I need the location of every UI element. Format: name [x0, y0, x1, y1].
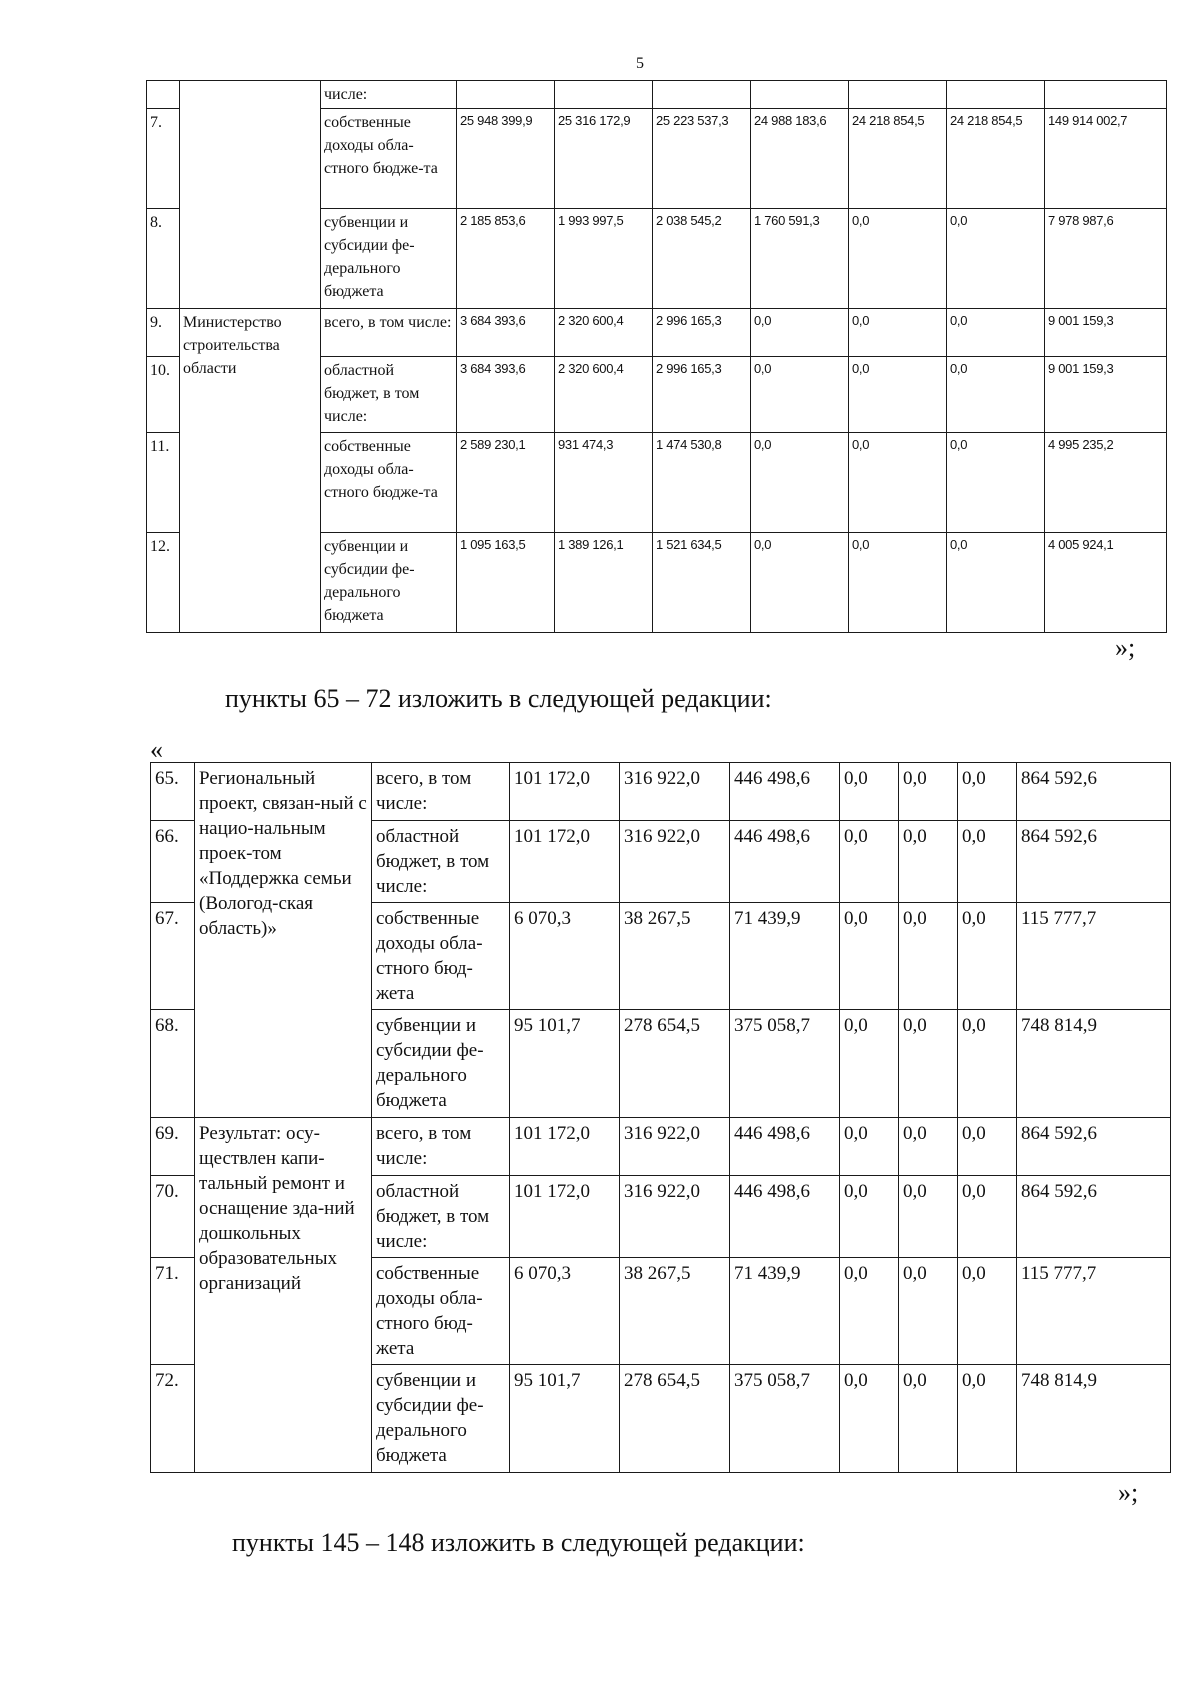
amendment-paragraph: пункты 65 – 72 изложить в следующей редакции:	[225, 684, 772, 713]
value-cell: 316 922,0	[620, 1176, 730, 1258]
value-cell: 0,0	[849, 209, 947, 309]
value-cell: 1 521 634,5	[653, 533, 751, 633]
value-cell: 864 592,6	[1017, 1118, 1171, 1176]
value-cell: 7 978 987,6	[1045, 209, 1167, 309]
value-cell: 95 101,7	[510, 1010, 620, 1118]
value-cell: 0,0	[899, 821, 958, 903]
value-cell: 0,0	[958, 763, 1017, 821]
value-cell: 375 058,7	[730, 1365, 840, 1473]
value-cell	[555, 81, 653, 109]
value-cell: 115 777,7	[1017, 1258, 1171, 1365]
closing-quote: »;	[1118, 1478, 1139, 1507]
value-cell: 0,0	[840, 763, 899, 821]
value-cell: 6 070,3	[510, 903, 620, 1010]
row-number: 65.	[151, 763, 195, 821]
value-cell: 0,0	[899, 1176, 958, 1258]
value-cell: 0,0	[849, 433, 947, 533]
value-cell: 4 005 924,1	[1045, 533, 1167, 633]
value-cell: 2 038 545,2	[653, 209, 751, 309]
value-cell: 0,0	[958, 821, 1017, 903]
value-cell: 1 760 591,3	[751, 209, 849, 309]
value-cell: 9 001 159,3	[1045, 309, 1167, 357]
value-cell: 0,0	[947, 433, 1045, 533]
row-number: 70.	[151, 1176, 195, 1258]
value-cell: 0,0	[840, 821, 899, 903]
value-cell	[751, 81, 849, 109]
value-cell	[457, 81, 555, 109]
value-cell: 95 101,7	[510, 1365, 620, 1473]
value-cell: 0,0	[899, 1010, 958, 1118]
value-cell: 25 948 399,9	[457, 109, 555, 209]
value-cell: 0,0	[751, 357, 849, 433]
row-number: 69.	[151, 1118, 195, 1176]
value-cell: 0,0	[899, 1258, 958, 1365]
value-cell: 0,0	[899, 763, 958, 821]
funding-source-cell: областной бюджет, в том числе:	[372, 821, 510, 903]
value-cell: 0,0	[947, 533, 1045, 633]
value-cell: 375 058,7	[730, 1010, 840, 1118]
value-cell: 101 172,0	[510, 1176, 620, 1258]
funding-source-cell: собственные доходы обла-стного бюдже-та	[321, 109, 457, 209]
value-cell: 25 316 172,9	[555, 109, 653, 209]
organization-cell	[180, 81, 321, 309]
value-cell	[849, 81, 947, 109]
closing-quote: »;	[1115, 633, 1136, 662]
value-cell: 316 922,0	[620, 763, 730, 821]
value-cell: 748 814,9	[1017, 1365, 1171, 1473]
value-cell: 316 922,0	[620, 1118, 730, 1176]
value-cell: 1 095 163,5	[457, 533, 555, 633]
value-cell: 2 320 600,4	[555, 309, 653, 357]
value-cell: 864 592,6	[1017, 763, 1171, 821]
value-cell: 71 439,9	[730, 903, 840, 1010]
row-number: 10.	[147, 357, 180, 433]
page-number: 5	[636, 55, 644, 72]
value-cell: 0,0	[958, 903, 1017, 1010]
row-number: 11.	[147, 433, 180, 533]
value-cell: 0,0	[849, 357, 947, 433]
value-cell: 6 070,3	[510, 1258, 620, 1365]
value-cell: 24 988 183,6	[751, 109, 849, 209]
value-cell: 2 185 853,6	[457, 209, 555, 309]
organization-cell: Министерство строительства области	[180, 309, 321, 633]
value-cell: 278 654,5	[620, 1010, 730, 1118]
funding-source-cell: субвенции и субсидии фе-дерального бюджета	[321, 209, 457, 309]
value-cell: 0,0	[751, 433, 849, 533]
row-number: 71.	[151, 1258, 195, 1365]
value-cell: 101 172,0	[510, 1118, 620, 1176]
amendment-paragraph: пункты 145 – 148 изложить в следующей редакции:	[232, 1528, 805, 1557]
value-cell: 278 654,5	[620, 1365, 730, 1473]
value-cell	[947, 81, 1045, 109]
funding-source-cell: субвенции и субсидии фе-дерального бюджета	[372, 1365, 510, 1473]
table-row	[151, 763, 1171, 821]
value-cell: 38 267,5	[620, 903, 730, 1010]
value-cell: 24 218 854,5	[849, 109, 947, 209]
value-cell: 864 592,6	[1017, 821, 1171, 903]
funding-source-cell: всего, в том числе:	[372, 763, 510, 821]
value-cell: 0,0	[899, 903, 958, 1010]
value-cell: 864 592,6	[1017, 1176, 1171, 1258]
value-cell: 446 498,6	[730, 1176, 840, 1258]
funding-source-cell: числе:	[321, 81, 457, 109]
funding-source-cell: субвенции и субсидии фе-дерального бюджета	[372, 1010, 510, 1118]
value-cell: 446 498,6	[730, 821, 840, 903]
table-row	[147, 81, 1167, 109]
value-cell: 0,0	[947, 309, 1045, 357]
funding-source-cell: всего, в том числе:	[372, 1118, 510, 1176]
value-cell: 0,0	[840, 1365, 899, 1473]
value-cell: 24 218 854,5	[947, 109, 1045, 209]
value-cell: 115 777,7	[1017, 903, 1171, 1010]
value-cell: 0,0	[840, 903, 899, 1010]
value-cell: 25 223 537,3	[653, 109, 751, 209]
value-cell: 9 001 159,3	[1045, 357, 1167, 433]
value-cell: 0,0	[947, 357, 1045, 433]
funding-source-cell: всего, в том числе:	[321, 309, 457, 357]
value-cell: 748 814,9	[1017, 1010, 1171, 1118]
value-cell: 2 996 165,3	[653, 357, 751, 433]
value-cell: 0,0	[751, 533, 849, 633]
row-number: 9.	[147, 309, 180, 357]
value-cell: 3 684 393,6	[457, 357, 555, 433]
row-number	[147, 81, 180, 109]
value-cell: 0,0	[751, 309, 849, 357]
table-row	[151, 1118, 1171, 1176]
value-cell: 101 172,0	[510, 821, 620, 903]
funding-source-cell: собственные доходы обла-стного бюд-жета	[372, 1258, 510, 1365]
value-cell: 446 498,6	[730, 763, 840, 821]
value-cell: 446 498,6	[730, 1118, 840, 1176]
funding-source-cell: областной бюджет, в том числе:	[321, 357, 457, 433]
value-cell: 149 914 002,7	[1045, 109, 1167, 209]
value-cell: 2 589 230,1	[457, 433, 555, 533]
row-number: 66.	[151, 821, 195, 903]
funding-source-cell: областной бюджет, в том числе:	[372, 1176, 510, 1258]
value-cell: 71 439,9	[730, 1258, 840, 1365]
value-cell: 38 267,5	[620, 1258, 730, 1365]
value-cell: 1 993 997,5	[555, 209, 653, 309]
value-cell: 1 474 530,8	[653, 433, 751, 533]
funding-source-cell: субвенции и субсидии фе-дерального бюджета	[321, 533, 457, 633]
value-cell: 316 922,0	[620, 821, 730, 903]
value-cell: 0,0	[849, 309, 947, 357]
row-number: 72.	[151, 1365, 195, 1473]
value-cell: 0,0	[840, 1176, 899, 1258]
budget-table-1	[146, 80, 1167, 633]
value-cell: 4 995 235,2	[1045, 433, 1167, 533]
project-name-cell: Результат: осу-ществлен капи-тальный ремонт и оснащение зда-ний дошкольных образовательных организаций	[195, 1118, 372, 1473]
row-number: 7.	[147, 109, 180, 209]
value-cell: 2 320 600,4	[555, 357, 653, 433]
value-cell: 0,0	[947, 209, 1045, 309]
funding-source-cell: собственные доходы обла-стного бюд-жета	[372, 903, 510, 1010]
value-cell	[1045, 81, 1167, 109]
value-cell: 0,0	[899, 1365, 958, 1473]
funding-source-cell: собственные доходы обла-стного бюдже-та	[321, 433, 457, 533]
value-cell: 0,0	[958, 1258, 1017, 1365]
value-cell: 2 996 165,3	[653, 309, 751, 357]
value-cell: 0,0	[849, 533, 947, 633]
value-cell: 3 684 393,6	[457, 309, 555, 357]
table-row	[147, 309, 1167, 357]
row-number: 67.	[151, 903, 195, 1010]
row-number: 8.	[147, 209, 180, 309]
opening-quote: «	[150, 735, 163, 764]
value-cell: 0,0	[958, 1176, 1017, 1258]
value-cell: 0,0	[840, 1118, 899, 1176]
value-cell: 0,0	[958, 1010, 1017, 1118]
value-cell	[653, 81, 751, 109]
value-cell: 0,0	[958, 1118, 1017, 1176]
value-cell: 931 474,3	[555, 433, 653, 533]
value-cell: 0,0	[840, 1010, 899, 1118]
budget-table-2	[150, 762, 1171, 1473]
value-cell: 1 389 126,1	[555, 533, 653, 633]
row-number: 12.	[147, 533, 180, 633]
value-cell: 0,0	[899, 1118, 958, 1176]
project-name-cell: Региональный проект, связан-ный с нацио-нальным проек-том «Поддержка семьи (Вологод-ская область)»	[195, 763, 372, 1118]
value-cell: 0,0	[958, 1365, 1017, 1473]
row-number: 68.	[151, 1010, 195, 1118]
value-cell: 101 172,0	[510, 763, 620, 821]
value-cell: 0,0	[840, 1258, 899, 1365]
